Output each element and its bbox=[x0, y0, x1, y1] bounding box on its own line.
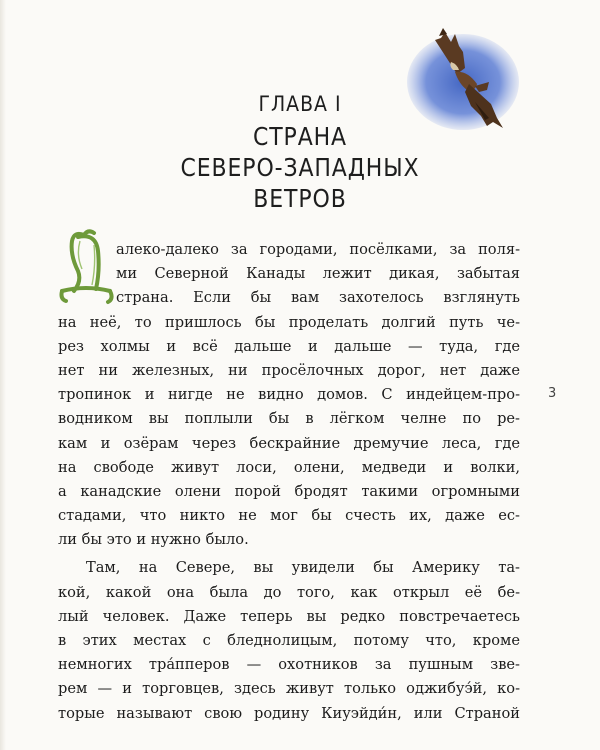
text-line: на свободе живут лоси, олени, медведи и волки, bbox=[58, 458, 520, 476]
text-line: а канадские олени порой бродят такими огромными bbox=[58, 482, 520, 500]
eagle-illustration bbox=[405, 22, 525, 137]
chapter-title-line-1: СТРАНА bbox=[253, 122, 347, 151]
text-line: алеко-далеко за городами, посёлками, за поля- bbox=[116, 241, 520, 258]
text-line: кам и озёрам через бескрайние дремучие леса, где bbox=[58, 434, 520, 452]
page-number: 3 bbox=[548, 386, 557, 401]
text-line: страна. Если бы вам захотелось взглянуть bbox=[116, 289, 520, 307]
paragraph-2 bbox=[58, 556, 520, 725]
text-line: немногих тра́пперов — охотников за пушным зве- bbox=[58, 656, 520, 674]
text-line: кой, какой она была до того, как открыл её бе- bbox=[58, 583, 520, 601]
text-line: Там, на Севере, вы увидели бы Америку та- bbox=[86, 559, 520, 577]
paragraph-1 bbox=[58, 238, 520, 552]
text-line: ми Северной Канады лежит дикая, забытая bbox=[116, 265, 520, 283]
chapter-title-line-3: ВЕТРОВ bbox=[253, 184, 347, 213]
text-line: на неё, то пришлось бы проделать долгий путь че- bbox=[58, 313, 520, 331]
eagle-icon bbox=[405, 22, 525, 137]
body-text bbox=[58, 238, 520, 726]
text-line: водником вы поплыли бы в лёгком челне по ре- bbox=[58, 410, 520, 428]
text-line: торые называют свою родину Киуэйди́н, или Страной bbox=[58, 704, 520, 722]
text-line: в этих местах с бледнолицым, потому что, кроме bbox=[58, 632, 520, 649]
text-line: нет ни железных, ни просёлочных дорог, нет даже bbox=[58, 361, 520, 379]
text-line: стадами, что никто не мог бы счесть их, даже ес- bbox=[58, 507, 520, 525]
text-line: лый человек. Даже теперь вы редко повстречаетесь bbox=[58, 607, 520, 625]
text-line: рез холмы и всё дальше и дальше — туда, где bbox=[58, 337, 520, 355]
chapter-label: ГЛАВА I bbox=[258, 92, 342, 116]
chapter-title-line-2: СЕВЕРО-ЗАПАДНЫХ bbox=[180, 153, 420, 182]
text-line: тропинок и нигде не видно домов. С индейцем-про- bbox=[58, 386, 520, 404]
text-line: ли бы это и нужно было. bbox=[58, 531, 249, 549]
text-line: рем — и торговцев, здесь живут только оджибуэ́й, ко- bbox=[58, 680, 520, 698]
